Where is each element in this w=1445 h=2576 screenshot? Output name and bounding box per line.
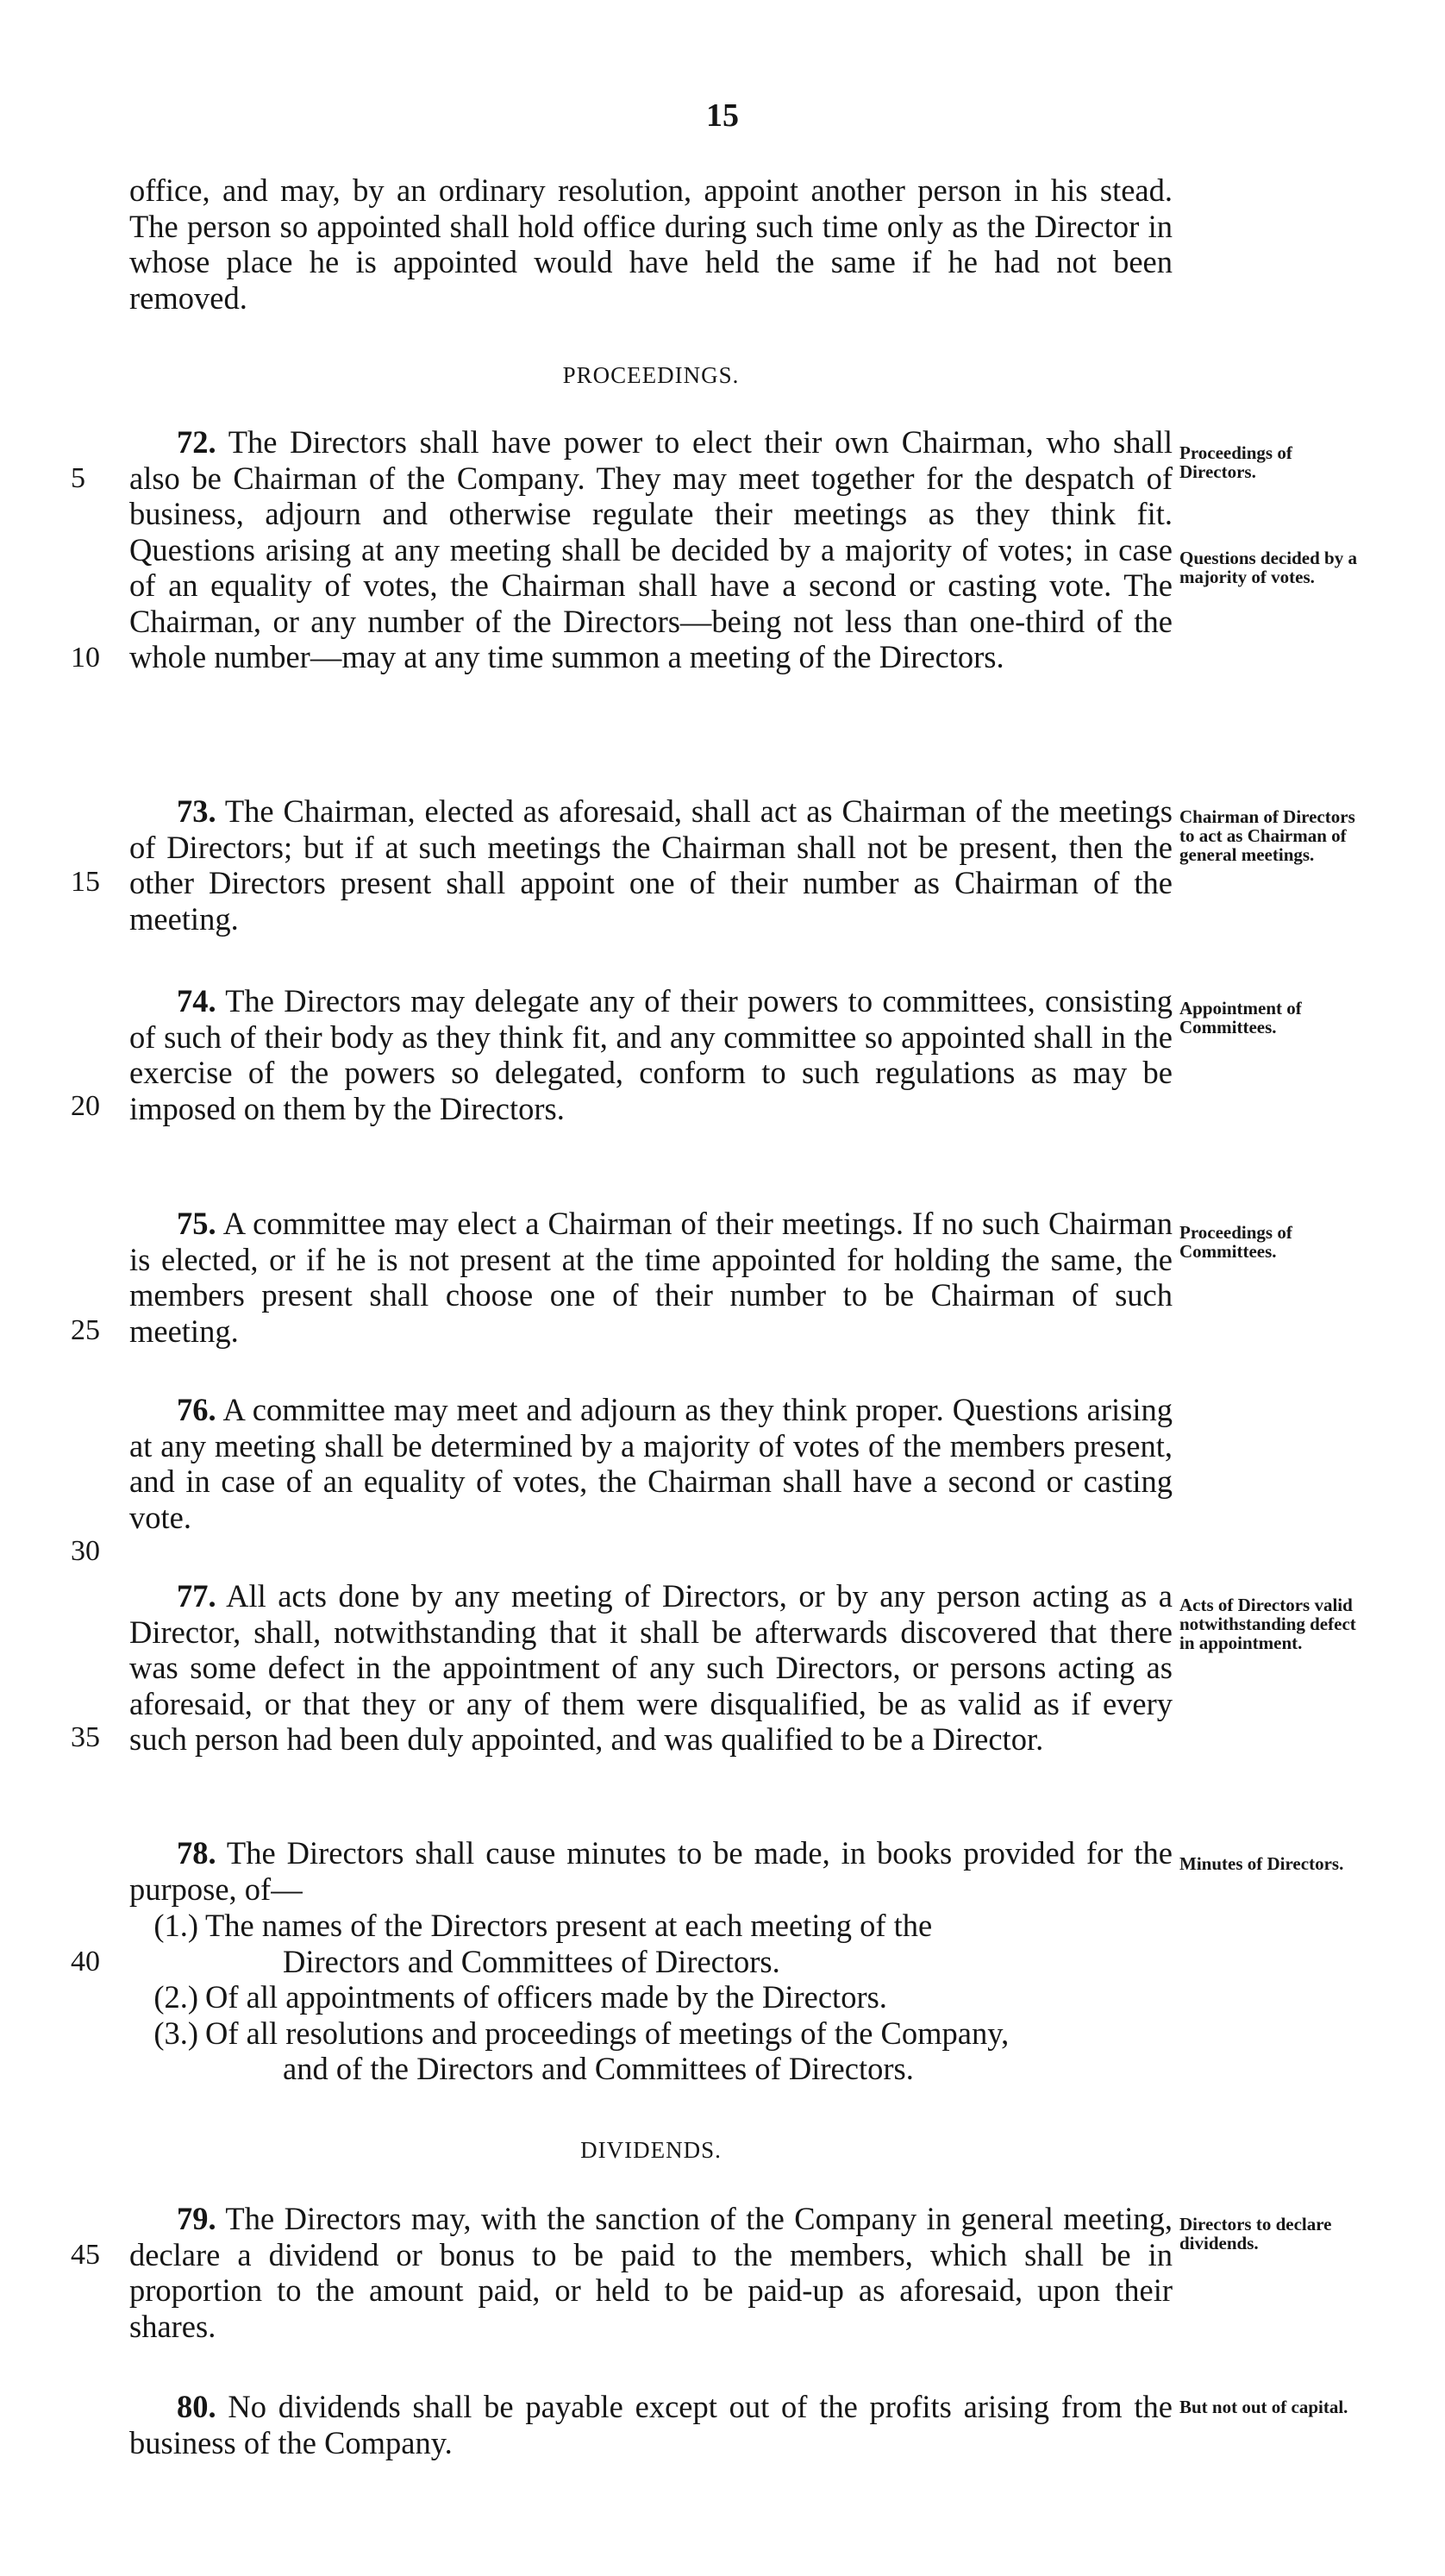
line-number-40: 40 — [71, 1946, 100, 1977]
section-number: 73. — [177, 793, 216, 829]
section-74 — [129, 983, 1173, 1126]
margin-note-directors-to-declare-dividends: Directors to declare dividends. — [1179, 2214, 1332, 2253]
margin-note-appointment-of-committees: Appointment of Committees. — [1179, 998, 1302, 1037]
list-item-text: The names of the Directors present at each meeting of the — [205, 1908, 933, 1943]
section-text: All acts done by any meeting of Directors, or by any person acting as a Director, shall, notwithstanding that it shall be afterwards discovered that there was some defect in the appointment of any such Directors, or persons acting as aforesaid, or that they or any of them were disqualified, be as valid as if every such person had been duly appointed, and was qualified to be a Director. — [129, 1578, 1173, 1757]
section-text: The Directors may, with the sanction of the Company in general meeting, declare a dividend or bonus to be paid to the members, which shall be in proportion to the amount paid, or held to be paid-up as aforesaid, upon their shares. — [129, 2201, 1173, 2344]
list-item-continuation: Directors and Committees of Directors. — [283, 1943, 780, 1979]
list-item — [129, 1908, 1173, 1979]
section-73 — [129, 793, 1173, 937]
margin-note-minutes-of-directors: Minutes of Directors. — [1179, 1853, 1344, 1874]
section-number: 78. — [177, 1835, 216, 1871]
section-text: The Directors may delegate any of their powers to committees, consisting of such of their body as they think fit, and any committee so appointed shall in the exercise of the powers so delegated, conform to such regulations as may be imposed on them by the Directors. — [129, 983, 1173, 1126]
opening-paragraph: office, and may, by an ordinary resolution, appoint another person in his stead. The person so appointed shall hold office during such time only as the Director in whose place he is appointed would have held the same if he had not been removed. — [129, 172, 1173, 316]
heading-dividends: DIVIDENDS. — [580, 2137, 722, 2163]
section-77 — [129, 1578, 1173, 1758]
line-number-15: 15 — [71, 866, 100, 898]
section-number: 72. — [177, 424, 216, 460]
list-item — [129, 1979, 1173, 2015]
section-80 — [129, 2389, 1173, 2460]
section-text: A committee may meet and adjourn as they think proper. Questions arising at any meeting shall be determined by a majority of votes of the members present, and in case of an equality of votes, the Chairman shall have a second or casting vote. — [129, 1392, 1173, 1535]
list-item-label: (3.) — [153, 2015, 198, 2051]
section-79 — [129, 2201, 1173, 2344]
section-text: The Chairman, elected as aforesaid, shall act as Chairman of the meetings of Directors; but if at such meetings the Chairman shall not be present, then the other Directors present shall appoint one of their number as Chairman of the meeting. — [129, 793, 1173, 937]
section-number: 74. — [177, 983, 216, 1018]
margin-note-chairman-of-directors: Chairman of Directors to act as Chairman of general meetings. — [1179, 806, 1355, 865]
section-text: No dividends shall be payable except out of the profits arising from the business of the Company. — [129, 2389, 1173, 2460]
section-text: The Directors shall cause minutes to be made, in books provided for the purpose, of— — [129, 1835, 1173, 1907]
list-item-label: (1.) — [153, 1908, 198, 1943]
list-item-label: (2.) — [153, 1979, 198, 2015]
list-item-text: Of all appointments of officers made by the Directors. — [205, 1979, 887, 2015]
line-number-25: 25 — [71, 1314, 100, 1346]
section-number: 77. — [177, 1578, 216, 1614]
margin-note-proceedings-of-directors: Proceedings of Directors. — [1179, 442, 1292, 482]
line-number-5: 5 — [71, 462, 85, 494]
section-78-list — [129, 1908, 1173, 2087]
margin-note-acts-valid: Acts of Directors valid notwithstanding defect in appointment. — [1179, 1595, 1356, 1653]
margin-note-proceedings-of-committees: Proceedings of Committees. — [1179, 1222, 1292, 1262]
margin-note-not-out-of-capital: But not out of capital. — [1179, 2397, 1348, 2417]
section-number: 76. — [177, 1392, 216, 1427]
section-text: The Directors shall have power to elect their own Chairman, who shall also be Chairman of the Company. They may meet together for the despatch of business, adjourn and otherwise regulate their meetings as they think fit. Questions arising at any meeting shall be decided by a majority of votes; in case of an equality of votes, the Chairman shall have a second or casting vote. The Chairman, or any number of the Directors—being not less than one-third of the whole number—may at any time summon a meeting of the Directors. — [129, 424, 1173, 674]
section-76 — [129, 1392, 1173, 1535]
list-item-continuation: and of the Directors and Committees of Directors. — [283, 2051, 914, 2086]
section-number: 80. — [177, 2389, 216, 2424]
section-72 — [129, 424, 1173, 675]
section-number: 79. — [177, 2201, 216, 2236]
page-number: 15 — [706, 97, 739, 134]
line-number-45: 45 — [71, 2239, 100, 2271]
section-number: 75. — [177, 1206, 216, 1241]
margin-note-questions-decided: Questions decided by a majority of votes. — [1179, 548, 1357, 587]
list-item-text: Of all resolutions and proceedings of meetings of the Company, — [205, 2015, 1010, 2051]
section-78 — [129, 1835, 1173, 1907]
heading-proceedings: PROCEEDINGS. — [562, 362, 740, 388]
section-75 — [129, 1206, 1173, 1349]
list-item — [129, 2015, 1173, 2087]
line-number-10: 10 — [71, 642, 100, 674]
section-text: A committee may elect a Chairman of their meetings. If no such Chairman is elected, or if he is not present at the time appointed for holding the same, the members present shall choose one of their number to be Chairman of such meeting. — [129, 1206, 1173, 1349]
line-number-30: 30 — [71, 1535, 100, 1567]
line-number-20: 20 — [71, 1090, 100, 1122]
line-number-35: 35 — [71, 1721, 100, 1753]
